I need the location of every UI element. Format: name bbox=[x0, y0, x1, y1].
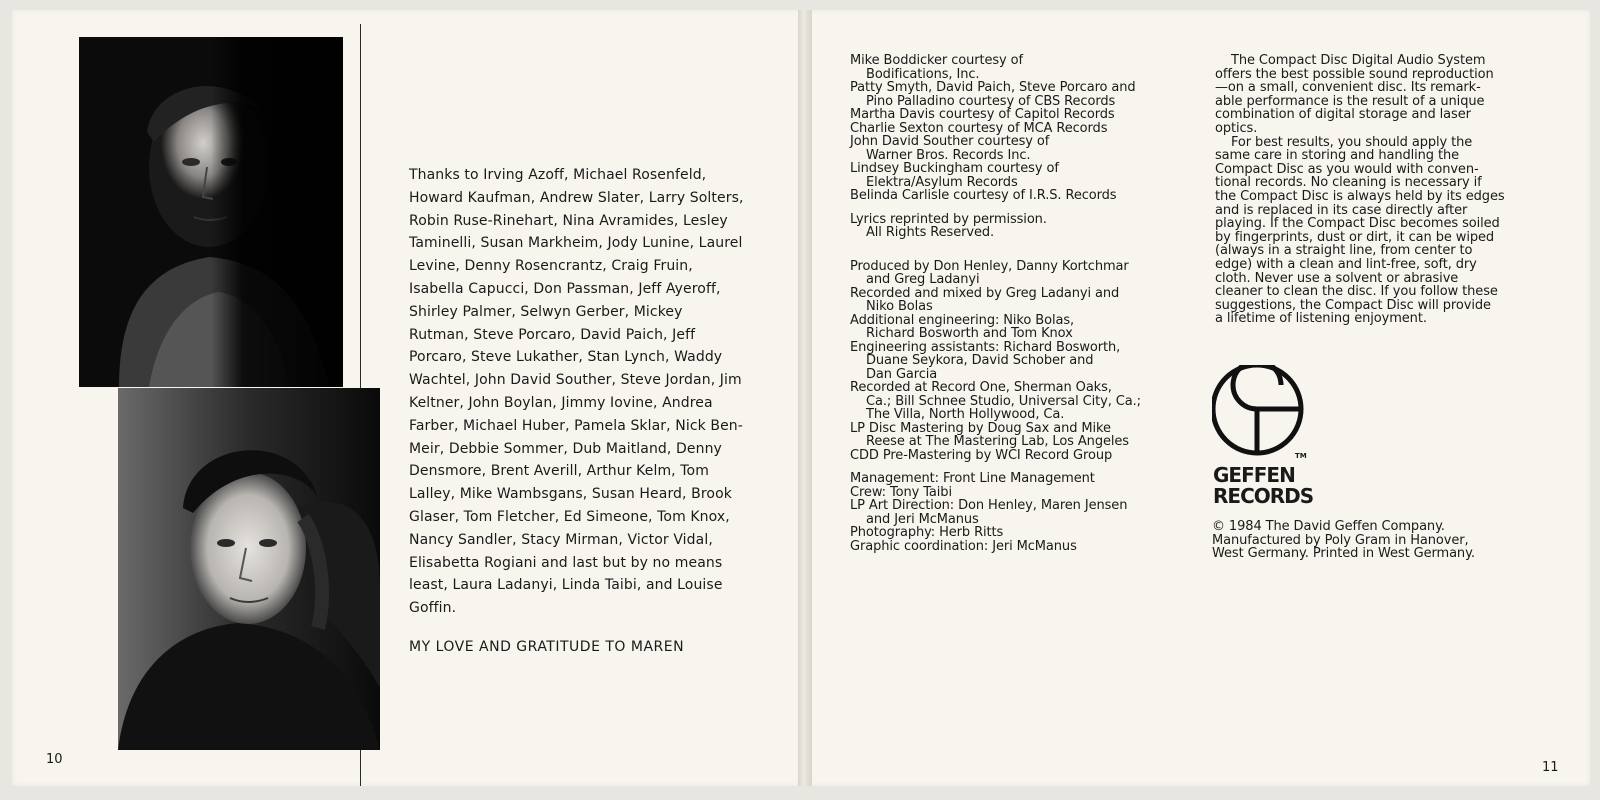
text-line: —on a small, convenient disc. Its remark- bbox=[1215, 80, 1481, 96]
text-line: Patty Smyth, David Paich, Steve Porcaro and bbox=[850, 80, 1136, 95]
geffen-records-wordmark bbox=[1213, 465, 1333, 507]
text-line: and Greg Ladanyi bbox=[866, 272, 980, 287]
text-line: Mike Boddicker courtesy of bbox=[850, 53, 1024, 68]
text-line: Richard Bosworth and Tom Knox bbox=[866, 326, 1073, 341]
text-line: Graphic coordination: Jeri McManus bbox=[850, 538, 1077, 554]
text-line: All Rights Reserved. bbox=[866, 225, 995, 240]
trademark-mark: TM bbox=[1295, 452, 1307, 460]
spacer bbox=[850, 250, 1190, 260]
text-line: LP Art Direction: Don Henley, Maren Jensen bbox=[850, 498, 1128, 513]
text-line: Belinda Carlisle courtesy of I.R.S. Records bbox=[850, 188, 1117, 203]
dedication-line: MY LOVE AND GRATITUDE TO MAREN bbox=[409, 638, 685, 655]
page-number-left: 10 bbox=[46, 752, 63, 767]
text-line: the Compact Disc is always held by its edges bbox=[1215, 188, 1505, 204]
text-line: cleaner to clean the disc. If you follow these bbox=[1215, 284, 1498, 300]
text-line: cloth. Never use a solvent or abrasive bbox=[1215, 270, 1459, 286]
credits-column bbox=[850, 54, 1190, 553]
acknowledgements-block bbox=[409, 164, 745, 659]
text-line: Dan Garcia bbox=[866, 366, 938, 382]
text-line: suggestions, the Compact Disc will provide bbox=[1215, 297, 1491, 313]
text-line: offers the best possible sound reproduction bbox=[1215, 66, 1494, 82]
text-line: a lifetime of listening enjoyment. bbox=[1215, 311, 1427, 327]
copyright-notice bbox=[1212, 520, 1572, 561]
text-line: Additional engineering: Niko Bolas, bbox=[850, 312, 1075, 328]
text-line: Duane Seykora, David Schober and bbox=[866, 353, 1094, 368]
portrait-photo-top bbox=[79, 37, 343, 387]
text-line: Charlie Sexton courtesy of MCA Records bbox=[850, 120, 1108, 136]
spacer bbox=[850, 203, 1190, 213]
text-line: Crew: Tony Taibi bbox=[850, 484, 952, 500]
text-line: Lyrics reprinted by permission. bbox=[850, 211, 1047, 227]
text-line: Recorded at Record One, Sherman Oaks, bbox=[850, 380, 1112, 395]
text-line: optics. bbox=[1215, 120, 1258, 136]
portrait-photo-bottom bbox=[118, 388, 380, 750]
text-line: Martha Davis courtesy of Capitol Records bbox=[850, 107, 1115, 122]
text-line: (always in a straight line, from center to bbox=[1215, 243, 1473, 259]
page-number-right: 11 bbox=[1542, 760, 1559, 775]
text-line: Compact Disc as you would with conven- bbox=[1215, 161, 1479, 177]
text-line: combination of digital storage and laser bbox=[1215, 107, 1471, 123]
text-line: CDD Pre-Mastering by WCI Record Group bbox=[850, 447, 1113, 463]
text-line: and Jeri McManus bbox=[866, 511, 979, 527]
text-line: Pino Palladino courtesy of CBS Records bbox=[866, 93, 1116, 109]
text-line: Engineering assistants: Richard Bosworth, bbox=[850, 339, 1121, 355]
text-line: playing. If the Compact Disc becomes soiled bbox=[1215, 216, 1500, 232]
text-line: tional records. No cleaning is necessary if bbox=[1215, 175, 1482, 191]
text-line: edge) with a clean and lint-free, soft, dry bbox=[1215, 256, 1477, 272]
text-line: able performance is the result of a unique bbox=[1215, 93, 1485, 109]
text-line: The Compact Disc Digital Audio System bbox=[1231, 53, 1486, 68]
text-line: Reese at The Mastering Lab, Los Angeles bbox=[866, 434, 1129, 449]
text-line: LP Disc Mastering by Doug Sax and Mike bbox=[850, 420, 1111, 436]
copyright-line: West Germany. Printed in West Germany. bbox=[1212, 546, 1475, 562]
spacer bbox=[850, 240, 1190, 250]
text-line: same care in storing and handling the bbox=[1215, 148, 1459, 164]
text-line: Niko Bolas bbox=[866, 299, 933, 314]
booklet-gutter bbox=[798, 10, 812, 786]
logo-line-1: GEFFEN bbox=[1213, 463, 1295, 487]
text-line: John David Souther courtesy of bbox=[850, 134, 1050, 149]
text-line: by fingerprints, dust or dirt, it can be wiped bbox=[1215, 229, 1495, 245]
text-line: and is replaced in its case directly after bbox=[1215, 202, 1468, 218]
text-line: Photography: Herb Ritts bbox=[850, 525, 1004, 540]
text-line: Lindsey Buckingham courtesy of bbox=[850, 161, 1059, 176]
acknowledgements-text: Thanks to Irving Azoff, Michael Rosenfeld, Howard Kaufman, Andrew Slater, Larry Solters, Robin Ruse-Rinehart, Nina Avramides, Lesley Taminelli, Susan Markheim, Jody Lunine, Laurel Levine, Denny Rosencrantz, Craig Fruin, Isabella Capucci, Don Passman, Jeff Ayeroff, Shirley Palmer, Selwyn Gerber, Mickey Rutman, Steve Porcaro, David Paich, Jeff Porcaro, Steve Lukather, Stan Lynch, Waddy Wachtel, John David Souther, Steve Jordan, Jim Keltner, John Boylan, Jimmy Iovine, Andrea Farber, Michael Huber, Pamela Sklar, Nick Ben-Meir, Debbie Sommer, Dub Maitland, Denny Densmore, Brent Averill, Arthur Kelm, Tom Lalley, Mike Wambsgans, Susan Heard, Brook Glaser, Tom Fletcher, Ed Simeone, Tom Knox, Nancy Sandler, Stacy Mirman, Victor Vidal, Elisabetta Rogiani and last but by no means least, Laura Ladanyi, Linda Taibi, and Louise Goffin. bbox=[409, 167, 744, 617]
compact-disc-notice bbox=[1215, 54, 1565, 326]
text-line: Bodifications, Inc. bbox=[866, 66, 980, 82]
copyright-line: Manufactured by Poly Gram in Hanover, bbox=[1212, 532, 1469, 548]
text-line: Produced by Don Henley, Danny Kortchmar bbox=[850, 258, 1129, 274]
text-line: Recorded and mixed by Greg Ladanyi and bbox=[850, 285, 1120, 301]
copyright-line: © 1984 The David Geffen Company. bbox=[1212, 519, 1445, 534]
text-line: Warner Bros. Records Inc. bbox=[866, 147, 1031, 163]
text-line: Elektra/Asylum Records bbox=[866, 174, 1018, 190]
logo-line-2: RECORDS bbox=[1213, 484, 1314, 508]
text-line: For best results, you should apply the bbox=[1231, 134, 1473, 150]
text-line: Ca.; Bill Schnee Studio, Universal City, Ca.; bbox=[866, 393, 1141, 409]
text-line: The Villa, North Hollywood, Ca. bbox=[866, 407, 1065, 422]
text-line: Management: Front Line Management bbox=[850, 471, 1095, 486]
